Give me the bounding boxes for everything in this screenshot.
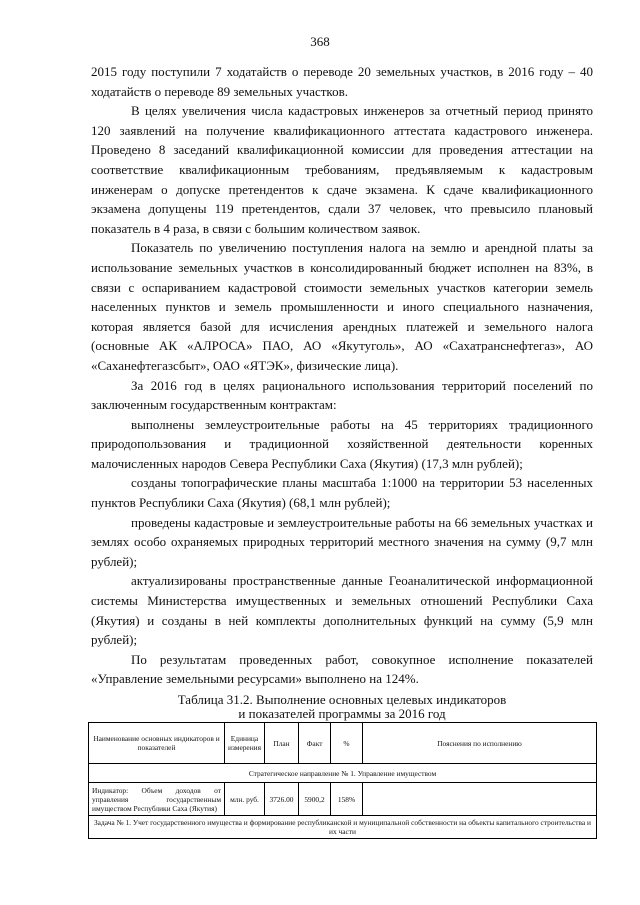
paragraph-topographic-plans: созданы топографические планы масштаба 1:1000 на территории 53 населенных пунктов Республики Саха (Якутия) (68,1 млн рублей); bbox=[91, 475, 593, 511]
paragraph-geo-system: актуализированы пространственные данные Геоаналитической информационной системы Министерства имущественных и земельных отношений Республики Саха (Якутия) и созданы в ней комплекты дополнительных функций на сумму (5,9 млн рублей); bbox=[91, 573, 593, 648]
indicator-name-cell: Индикатор: Объем доходов от управления государственным имуществом Республики Саха (Якутия) bbox=[89, 783, 225, 816]
table-section-row bbox=[89, 764, 597, 783]
indicator-fact-cell: 5900,2 bbox=[299, 783, 331, 816]
header-explanation: Пояснения по исполнению bbox=[363, 723, 597, 764]
header-fact: Факт bbox=[299, 723, 331, 764]
header-percent: % bbox=[331, 723, 363, 764]
indicator-explanation-cell bbox=[363, 783, 597, 816]
table-task-row bbox=[89, 816, 597, 839]
indicator-percent-cell: 158% bbox=[331, 783, 363, 816]
table-caption bbox=[91, 693, 593, 721]
page-number: 368 bbox=[310, 34, 330, 49]
indicators-table bbox=[88, 722, 597, 839]
document-body bbox=[91, 62, 593, 689]
table-caption-line-1: Таблица 31.2. Выполнение основных целевых индикаторов bbox=[177, 692, 507, 707]
indicators-table-wrapper bbox=[88, 722, 596, 839]
table-caption-line-2: и показателей программы за 2016 год bbox=[238, 706, 446, 721]
paragraph-land-tax: Показатель по увеличению поступления налога на землю и арендной платы за использование земельных участков в консолидированный бюджет исполнен на 83%, в связи с оспариванием кадастровой стоимости земельных участков категории земель населенных пунктов и земель промышленности и иного специального назначения, которая является базой для исчисления арендных платежей и земельного налога (основные АК «АЛРОСА» ПАО, АО «Якутуголь», АО «Сахатранснефтегаз», АО «Саханефтегазсбыт», ОАО «ЯТЭК», физические лица). bbox=[91, 240, 593, 373]
indicator-plan-cell: 3726.00 bbox=[265, 783, 299, 816]
indicator-unit-cell: млн. руб. bbox=[225, 783, 265, 816]
paragraph-contracts-intro: За 2016 год в целях рационального использования территорий поселений по заключенным государственным контрактам: bbox=[91, 377, 593, 413]
task-heading: Задача № 1. Учет государственного имущества и формирование республиканской и муниципальной собственности на объекты капитального строительства и их части bbox=[89, 816, 597, 839]
table-row bbox=[89, 783, 597, 816]
table-header-row bbox=[89, 723, 597, 764]
paragraph-land-transfer: 2015 году поступили 7 ходатайств о переводе 20 земельных участков, в 2016 году – 40 ходатайств о переводе 89 земельных участков. bbox=[91, 64, 593, 99]
header-unit: Единица измерения bbox=[225, 723, 265, 764]
section-heading: Стратегическое направление № 1. Управление имуществом bbox=[89, 764, 597, 783]
paragraph-cadastral-works: проведены кадастровые и землеустроительные работы на 66 земельных участках и землях особо охраняемых природных территорий местного значения на сумму (9,7 млн рублей); bbox=[91, 514, 593, 569]
header-plan: План bbox=[265, 723, 299, 764]
paragraph-land-survey-works: выполнены землеустроительные работы на 45 территориях традиционного природопользования и традиционной хозяйственной деятельности коренных малочисленных народов Севера Республики Саха (Якутия) (17,3 млн рублей); bbox=[91, 416, 593, 471]
paragraph-results: По результатам проведенных работ, совокупное исполнение показателей «Управление земельными ресурсами» выполнено на 124%. bbox=[91, 651, 593, 687]
header-indicator-name: Наименование основных индикаторов и показателей bbox=[89, 723, 225, 764]
paragraph-cadastral-engineers: В целях увеличения числа кадастровых инженеров за отчетный период принято 120 заявлений на получение квалификационного аттестата кадастрового инженера. Проведено 8 заседаний квалификационной комиссии для проведения аттестации на соответствие квалификационным требованиям, предъявляемым к кадастровым инженерам о допуске претендентов к сдаче экзамена. К сдаче квалификационного экзамена допущены 119 претендентов, сдали 37 человек, что превысило плановый показатель в 4 раза, в связи с большим количеством заявок. bbox=[91, 103, 593, 236]
